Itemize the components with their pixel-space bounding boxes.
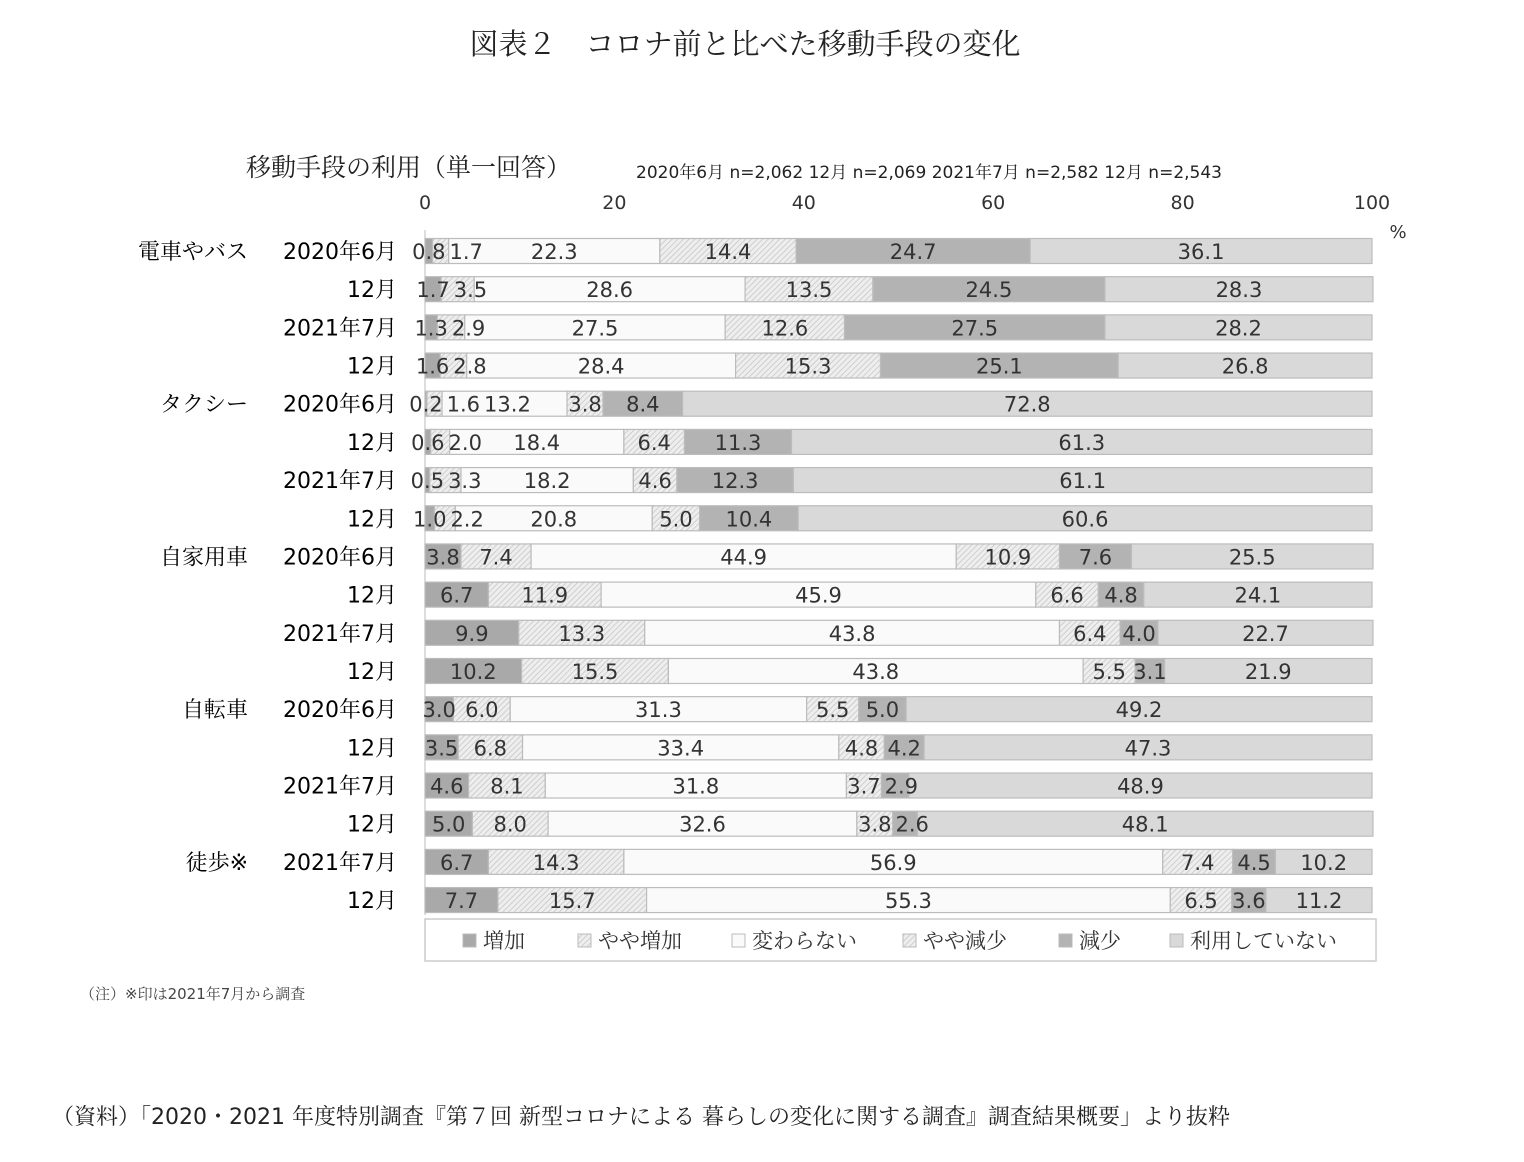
data-label: 13.3 — [558, 621, 606, 646]
data-label: 8.4 — [626, 392, 660, 417]
data-label: 55.3 — [885, 889, 932, 914]
sample-size-info: 2020年6月 n=2,062 12月 n=2,069 2021年7月 n=2,582 12月 n=2,543 — [636, 163, 1222, 183]
data-label: 3.7 — [847, 774, 881, 799]
period-label: 2021年7月 — [283, 316, 397, 342]
data-label: 28.3 — [1215, 278, 1263, 303]
data-label: 8.0 — [493, 812, 527, 837]
data-label: 0.8 — [412, 240, 446, 264]
data-label: 3.5 — [453, 278, 488, 303]
period-label: 12月 — [347, 507, 397, 533]
data-label: 31.8 — [672, 774, 720, 799]
period-label: 2020年6月 — [283, 392, 397, 418]
legend-swatch — [1059, 934, 1072, 947]
data-label: 28.4 — [577, 354, 625, 379]
data-label: 7.6 — [1078, 545, 1113, 570]
data-label: 12.3 — [711, 469, 759, 494]
period-label: 2020年6月 — [283, 240, 397, 265]
data-label: 3.0 — [422, 698, 456, 723]
data-label: 2.2 — [450, 507, 484, 532]
data-label: 22.3 — [530, 240, 578, 264]
data-label: 32.6 — [679, 812, 726, 837]
data-label: 6.6 — [1050, 583, 1084, 608]
period-label: 2020年6月 — [283, 545, 397, 571]
data-label: 4.2 — [887, 736, 921, 761]
data-label: 5.5 — [1092, 659, 1126, 684]
period-label: 12月 — [347, 736, 397, 762]
period-label: 12月 — [347, 278, 397, 304]
data-label: 10.9 — [984, 545, 1032, 570]
data-label: 43.8 — [828, 621, 876, 646]
data-label: 10.4 — [725, 507, 773, 532]
period-label: 2021年7月 — [283, 850, 397, 876]
data-label: 8.1 — [490, 774, 524, 799]
legend-label: やや増加 — [598, 929, 682, 953]
data-label: 27.5 — [951, 316, 999, 341]
data-label: 11.9 — [521, 583, 569, 608]
x-unit-label: % — [1389, 222, 1407, 243]
data-label: 4.5 — [1237, 850, 1271, 875]
data-label: 48.1 — [1121, 812, 1169, 837]
data-label: 4.6 — [430, 774, 464, 799]
data-label: 6.4 — [1073, 621, 1107, 646]
data-label: 1.3 — [414, 316, 448, 341]
data-label: 5.0 — [865, 698, 900, 723]
data-label: 15.7 — [548, 889, 596, 914]
data-label: 21.9 — [1244, 659, 1292, 684]
data-label: 2.0 — [448, 430, 482, 455]
data-label: 10.2 — [449, 659, 497, 684]
period-label: 2021年7月 — [283, 774, 397, 800]
chart-subtitle: 移動手段の利用（単一回答） — [246, 153, 572, 182]
legend-swatch — [463, 934, 476, 947]
data-label: 60.6 — [1061, 507, 1109, 532]
data-label: 18.2 — [523, 469, 571, 494]
period-label: 12月 — [347, 583, 397, 609]
data-label: 72.8 — [1003, 392, 1051, 417]
group-label: タクシー — [159, 392, 248, 418]
period-label: 12月 — [347, 430, 397, 456]
period-label: 2020年6月 — [283, 698, 397, 724]
data-label: 6.7 — [440, 850, 474, 875]
data-label: 3.6 — [1232, 889, 1266, 914]
group-label: 徒歩※ — [185, 850, 248, 876]
data-label: 5.0 — [431, 812, 466, 837]
data-label: 1.0 — [413, 507, 447, 532]
legend-label: 増加 — [483, 929, 525, 953]
period-label: 12月 — [347, 354, 397, 380]
x-tick-label: 40 — [791, 192, 816, 214]
data-label: 45.9 — [795, 583, 842, 608]
data-label: 18.4 — [513, 430, 561, 455]
data-label: 31.3 — [635, 698, 682, 723]
data-label: 26.8 — [1221, 354, 1269, 379]
period-label: 2021年7月 — [283, 621, 397, 647]
data-label: 9.9 — [455, 621, 489, 646]
data-label: 2.9 — [884, 774, 919, 799]
data-label: 56.9 — [869, 850, 917, 875]
x-tick-label: 100 — [1353, 192, 1391, 214]
legend-label: 減少 — [1079, 929, 1121, 953]
data-label: 4.8 — [1104, 583, 1138, 608]
data-label: 6.0 — [465, 698, 499, 723]
data-label: 28.6 — [586, 278, 634, 303]
data-label: 14.4 — [704, 240, 752, 264]
data-label: 27.5 — [571, 316, 619, 341]
data-label: 4.6 — [638, 469, 672, 494]
data-label: 7.4 — [1181, 850, 1215, 875]
data-label: 24.5 — [965, 278, 1013, 303]
legend-label: 変わらない — [752, 929, 857, 953]
data-label: 28.2 — [1215, 316, 1262, 341]
data-label: 44.9 — [720, 545, 768, 570]
data-label: 13.2 — [484, 392, 531, 417]
legend-label: やや減少 — [923, 929, 1007, 953]
legend-swatch — [732, 934, 745, 947]
x-tick-label: 80 — [1170, 192, 1195, 214]
period-label: 12月 — [347, 812, 397, 838]
data-label: 3.8 — [568, 392, 602, 417]
source-text: （資料）「2020・2021 年度特別調査『第７回 新型コロナによる 暮らしの変化に関する調査』調査結果概要」より抜粋 — [52, 1105, 1230, 1130]
data-label: 4.0 — [1122, 621, 1156, 646]
group-label: 自転車 — [181, 698, 248, 724]
data-label: 7.4 — [479, 545, 513, 570]
data-label: 0.6 — [411, 430, 445, 455]
group-label: 電車やバス — [137, 240, 248, 265]
data-label: 3.3 — [448, 469, 482, 494]
group-label: 自家用車 — [159, 545, 248, 571]
data-label: 36.1 — [1177, 240, 1225, 264]
data-label: 1.7 — [449, 240, 483, 264]
data-label: 11.2 — [1295, 889, 1343, 914]
data-label: 4.8 — [844, 736, 879, 761]
x-tick-label: 20 — [602, 192, 627, 214]
data-label: 1.7 — [416, 278, 450, 303]
data-label: 11.3 — [714, 430, 762, 455]
data-label: 0.5 — [410, 469, 445, 494]
data-label: 48.9 — [1117, 774, 1164, 799]
data-label: 1.6 — [446, 392, 481, 417]
data-label: 5.5 — [815, 698, 850, 723]
data-label: 3.8 — [426, 545, 460, 570]
legend-label: 利用していない — [1190, 929, 1337, 953]
legend-swatch — [578, 934, 591, 947]
figure-title: 図表２ コロナ前と比べた移動手段の変化 — [469, 27, 1021, 61]
data-label: 49.2 — [1115, 698, 1163, 723]
data-label: 3.1 — [1133, 659, 1167, 684]
data-label: 6.5 — [1184, 889, 1218, 914]
data-label: 20.8 — [530, 507, 578, 532]
x-tick-label: 0 — [418, 192, 432, 214]
data-label: 61.3 — [1058, 430, 1106, 455]
data-label: 43.8 — [852, 659, 900, 684]
data-label: 2.9 — [451, 316, 486, 341]
legend-swatch — [1170, 934, 1183, 947]
legend-swatch — [903, 934, 916, 947]
data-label: 6.8 — [473, 736, 508, 761]
data-label: 15.3 — [784, 354, 832, 379]
data-label: 14.3 — [532, 850, 580, 875]
note-text: （注）※印は2021年7月から調査 — [80, 985, 306, 1003]
period-label: 12月 — [347, 659, 397, 685]
data-label: 2.8 — [453, 354, 487, 379]
data-label: 15.5 — [571, 659, 619, 684]
data-label: 33.4 — [657, 736, 705, 761]
data-label: 13.5 — [785, 278, 833, 303]
data-label: 25.1 — [975, 354, 1023, 379]
data-label: 2.6 — [895, 812, 929, 837]
data-label: 25.5 — [1228, 545, 1276, 570]
data-label: 3.8 — [858, 812, 892, 837]
data-label: 6.4 — [637, 430, 671, 455]
data-label: 10.2 — [1300, 850, 1348, 875]
data-label: 47.3 — [1124, 736, 1172, 761]
data-label: 7.7 — [444, 889, 479, 914]
period-label: 12月 — [347, 889, 397, 915]
data-label: 1.6 — [415, 354, 450, 379]
data-label: 12.6 — [761, 316, 809, 341]
data-label: 61.1 — [1059, 469, 1107, 494]
period-label: 2021年7月 — [283, 469, 397, 495]
data-label: 22.7 — [1242, 621, 1289, 646]
data-label: 3.5 — [424, 736, 459, 761]
data-label: 0.2 — [409, 392, 443, 417]
data-label: 24.7 — [889, 240, 937, 264]
data-label: 6.7 — [440, 583, 474, 608]
data-label: 24.1 — [1234, 583, 1282, 608]
x-tick-label: 60 — [981, 192, 1006, 214]
data-label: 5.0 — [659, 507, 693, 532]
